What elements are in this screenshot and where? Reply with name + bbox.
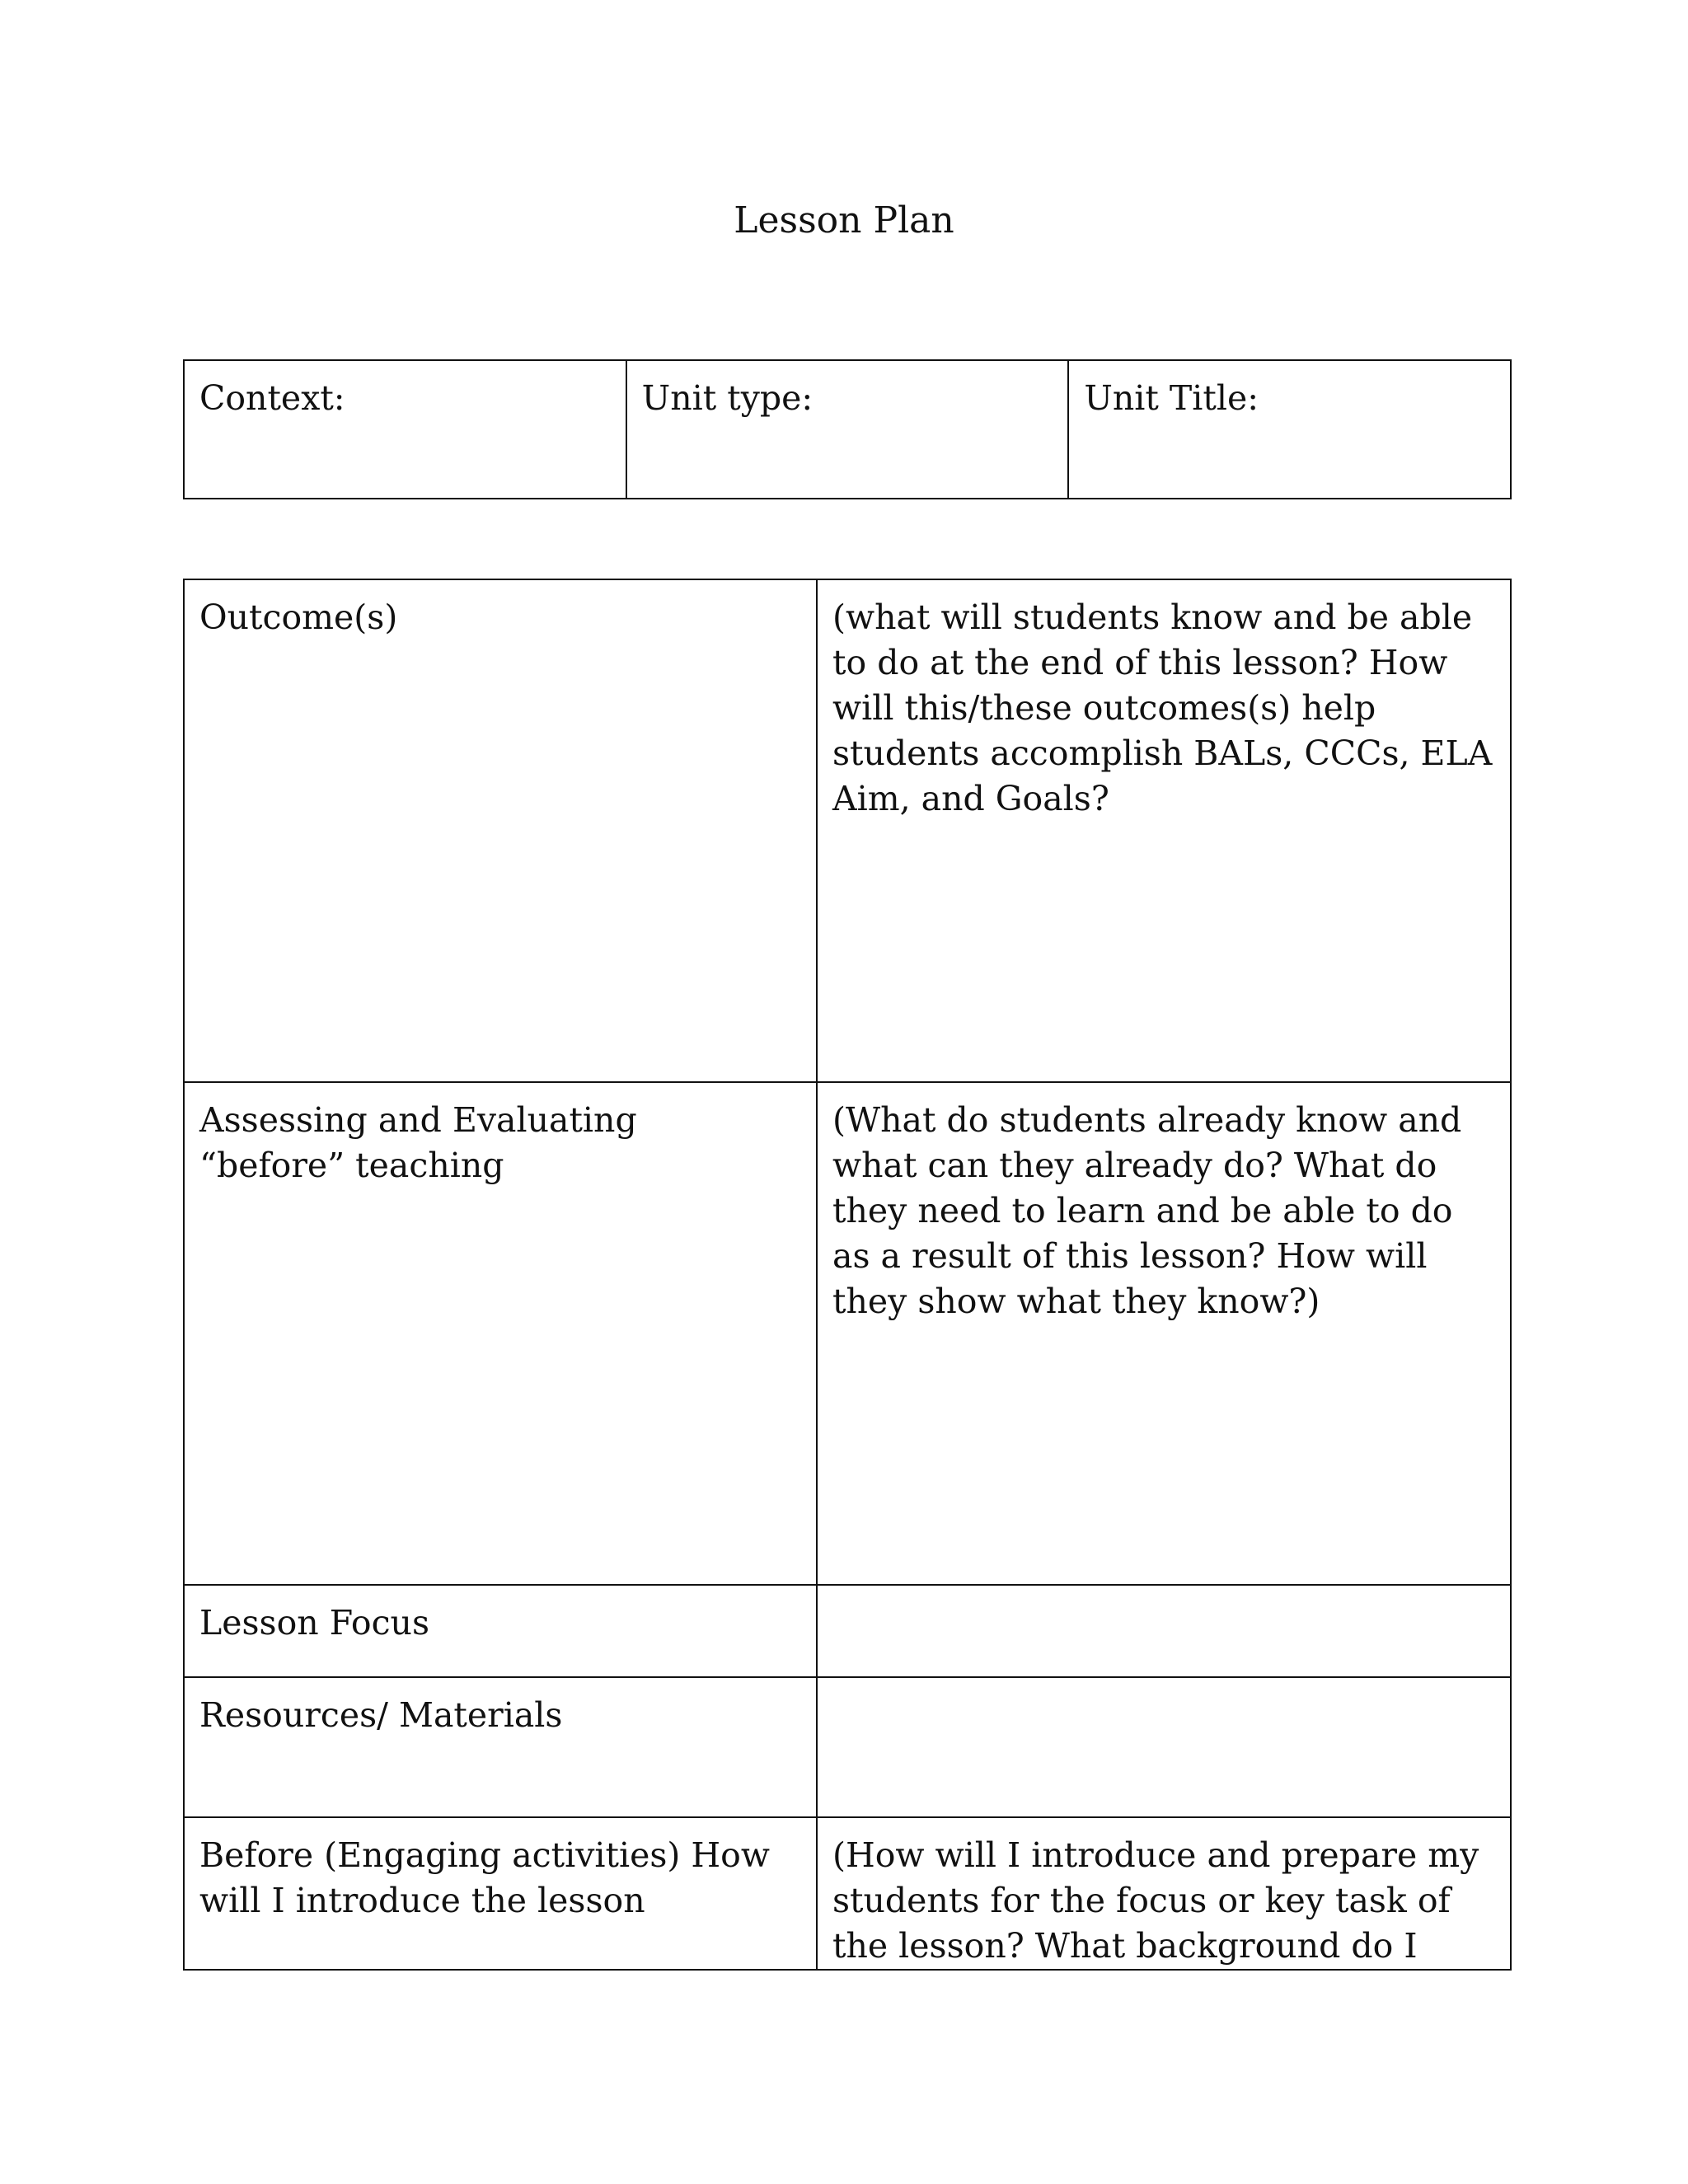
table-row-before bbox=[184, 1817, 1511, 1970]
before-prompt-cell[interactable] bbox=[817, 1817, 1511, 1970]
assessing-label-line1: Assessing and Evaluating bbox=[199, 1100, 637, 1140]
unit-title-label: Unit Title: bbox=[1084, 378, 1259, 418]
lesson-focus-label: Lesson Focus bbox=[199, 1603, 429, 1643]
resources-label: Resources/ Materials bbox=[199, 1695, 563, 1735]
lesson-plan-table bbox=[183, 579, 1512, 1971]
page-title: Lesson Plan bbox=[734, 199, 954, 241]
outcomes-label-cell bbox=[184, 579, 817, 1082]
before-label: Before (Engaging activities) How will I introduce the lesson bbox=[199, 1835, 770, 1920]
unit-type-cell[interactable] bbox=[626, 360, 1069, 499]
assessing-label-cell bbox=[184, 1082, 817, 1585]
lesson-focus-label-cell bbox=[184, 1585, 817, 1677]
unit-type-label: Unit type: bbox=[641, 378, 814, 418]
outcomes-label: Outcome(s) bbox=[199, 598, 398, 637]
lesson-focus-input-cell[interactable] bbox=[817, 1585, 1511, 1677]
unit-title-cell[interactable] bbox=[1068, 360, 1511, 499]
assessing-prompt-cell[interactable] bbox=[817, 1082, 1511, 1585]
table-row-outcomes bbox=[184, 579, 1511, 1082]
context-label: Context: bbox=[199, 378, 345, 418]
unit-info-table bbox=[183, 359, 1512, 499]
before-label-cell bbox=[184, 1817, 817, 1970]
table-row-resources bbox=[184, 1677, 1511, 1817]
assessing-prompt: (What do students already know and what can they already do? What do they need to learn and be able to do as a result of this lesson? How will they show what they know?) bbox=[832, 1100, 1462, 1321]
table-row-assessing bbox=[184, 1082, 1511, 1585]
context-cell[interactable] bbox=[184, 360, 626, 499]
resources-label-cell bbox=[184, 1677, 817, 1817]
table-row-lesson-focus bbox=[184, 1585, 1511, 1677]
outcomes-prompt: (what will students know and be able to do at the end of this lesson? How will this/these outcomes(s) help students accomplish BALs, CCCs, ELA Aim, and Goals? bbox=[832, 598, 1493, 818]
resources-input-cell[interactable] bbox=[817, 1677, 1511, 1817]
before-prompt: (How will I introduce and prepare my students for the focus or key task of the lesson? What background do I bbox=[832, 1835, 1479, 1966]
outcomes-prompt-cell[interactable] bbox=[817, 579, 1511, 1082]
unit-info-row bbox=[184, 360, 1511, 499]
assessing-label-line2: “before” teaching bbox=[199, 1146, 504, 1185]
